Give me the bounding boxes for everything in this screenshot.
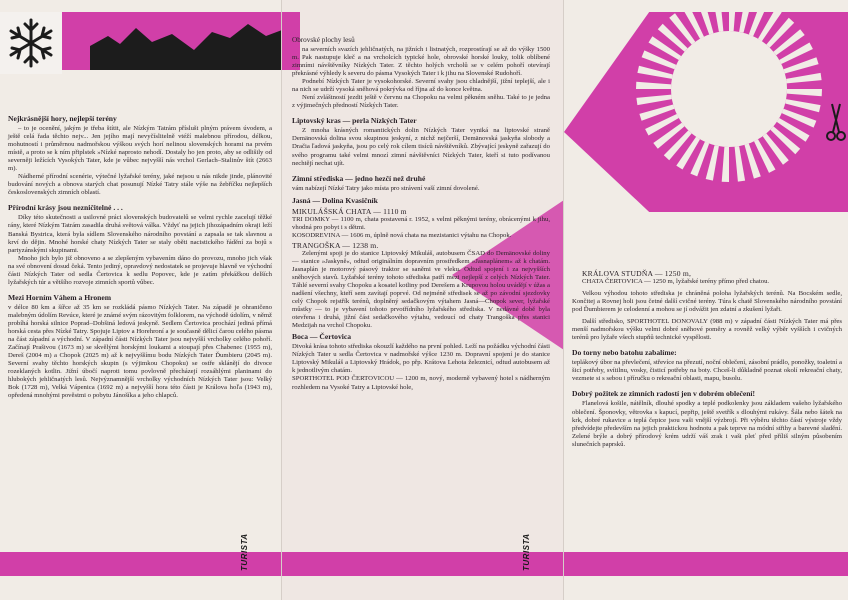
paragraph: Flanelová košile, nátělník, dlouhé spodky a teplé podkolenky jsou základem vašeho lyžařského oblečení. Šponovky, větrovka s kapucí, pepřip, ještě svetřík s dlouhými rukávy. Šála nebo šátek na krk, dobré rukavice a teplá čepice jsou vaši vnější výzbrojí. Při výběru těchto částí výstroje vždy předvídejte především na jejich praktickou hodnotu a pak teprve na módní střihy a barevné sladění. Zelené brýle a dobrý přírodový krém udrží váš zrak i vaši pleť před příliš silným působením slunečních paprsků. [572, 400, 842, 448]
heading-zimni-strediska: Zimní střediska — jedno hezčí než druhé [292, 173, 426, 183]
entry-chata-certovica: CHATA ČERTOVICA — 1250 m, lyžařské terény přímo před chatou. [582, 278, 770, 285]
entry-tri-domky: TRI DOMKY — 1100 m, chata postavená r. 1952, s velmi pěknými terény, obrácenými k jihu, vhodná pro pobyt i s dětmi. [292, 215, 550, 231]
paragraph: Divoká krása tohoto střediska okouzlí každého na první pohled. Leží na požádku východní části Nízkých Tater u sedla Čertovica v nadmořské výšce 1230 m. Dopravní spojení je do stanice Liptovský Mikuláš a Liptovský Hrádok, po přp. Krátova Lehota železnicí, odtud autobusem až k jednotlivým chatám. [292, 343, 550, 375]
sun-ray [637, 66, 672, 79]
panel-right [564, 0, 848, 600]
scissors-icon [826, 102, 846, 144]
sun-ray [729, 0, 736, 31]
paragraph: Není zvláštností jezdit ještě v červnu na Chopoku na velmi pěkném sněhu. Také to je jedna z výjimečných předností Nízkých Tater. [292, 94, 550, 110]
subheading-boca: Boca — Čertovica [292, 332, 352, 342]
sun-ray [739, 0, 752, 33]
mountain-silhouette-icon [90, 16, 282, 70]
sun-ray [636, 82, 671, 89]
heading-mezi-hornim-vahem: Mezi Horním Váhem a Hronem [8, 292, 112, 302]
sun-ray [786, 73, 822, 84]
paragraph: Podnebí Nízkých Tater je vysokohorské. Severní svahy jsou chladnější, jižní teplejší, ale i na nich se udrží vysoká sněhová pokrývka od října až do konce května. [292, 78, 550, 94]
sun-ray [713, 0, 724, 32]
paragraph: – to je ocenění, jakým je třeba štítit, ale Nízkým Tatrám příslušt plným právem úvodem, a ještě celá řada těchto nejv... Jen jejího mají nevyčíslitelně vtéží malebnou přírodou, délkou, mohutností i průměrnou nadmořskou výškou svých horí nelinou slovenských horami na prvém místě, a proto se k ním připlstek »Nízké naprosto nehodí. Dostaly ho jen proto, aby se odlišily od severněji ležících Vysokých Tater, kde je vůbec nejvyšší nás vrchol Gerlach–Stalinův štít (2663 m). [8, 125, 272, 173]
heading-dobry-pozitek: Dobrý požitek ze zimních radostí jen v dobrém oblečení! [572, 389, 756, 399]
sun-ray [722, 147, 729, 182]
snowflake-icon [0, 12, 62, 74]
entry-kosodrevina: KOSODREVINA — 1606 m, úplně nová chata na mezistanici výtahu na Chopok. [292, 231, 512, 239]
sun-ray [706, 145, 719, 180]
paragraph: Zelenými spoji je do stanice Liptovský Mikuláš, autobusem ČSAD do Demänovské doliny — stanice »Jaskyně«, odtud originálním dopravním prostředkem »Jasnaplánem« až k chatám. Jasnaplán je motorový pásový traktor se saněmi ve vleku. Odtud spojení i za nejvyšších sněhových stavů. Lyžařské terény tohoto střediska patří mezi nejlepší z celých Nízkých Tater. Táhlé severní svahy Chopoku a kosatel kotliny pod Derešem a Krupovou holou uvádějí v úžas a nadšení všechny, kteří sem zavítají poprvé. Od nejméně středisek se až po závodní sjezdovky celý Chopok rejstřík terénů, doplněný sedačkovým výtahem Jasná—Chopok sever, lyžařské můstky — to je vybavení tohoto prvotřídního lyžařského střediska. V nedávné době byla otevřena i druhá, jižní část sedačkového výtahu, vedoucí od chaty Trangoška přes stanici Medzijah na vrchol Chopoku. [292, 249, 550, 330]
paragraph: Z mnoha krásných romantických dolin Nízkých Tater vyniká na liptovské straně Demänovská dolina svou skupinou jeskyní, z nichž nejčerší, Demänovská jaskyňa slobody a Dračia ľadová jaskyňa, jsou po celý rok cílem tisíců návštěvníků. Zbývající jeskyně zařazují do svého programu také velmi mnozí zimní návštěvníci Nízkých Tater, kteří si tuto podívanou nechtějí nechat ujít. [292, 127, 550, 167]
paragraph: Díky této skutečnosti a usilovné práci slovenských budovatelů se velmi rychle zacelují těžké rány, které Nízkým Tatrám zasadila druhá světová válka. Vždyť na jejich jihozápadním okraji leží Banská Bystrica, která byla sídlem Slovenského národního povstání a zapsala se tak slavnou a krví do dějin. Mnohé horské chaty Nízkých Tater se staly oběti nacistického řádění za bojů s partyzánskými skupinami. [8, 214, 272, 254]
panel-left [0, 0, 282, 600]
heading-do-torny: Do torny nebo batohu zabalíme: [572, 348, 677, 358]
panel-middle [282, 0, 564, 600]
sun-rays-icon [634, 0, 824, 184]
entry-sporthotel: SPORTHOTEL POD ČERTOVICOU — 1200 m, nový, moderně vybavený hotel s nádherným rozhledem na Vysoké Tatry a Liptovské hole, [292, 375, 550, 391]
entry-trangoska: TRANGOŠKA — 1238 m. [292, 240, 379, 250]
sun-ray [785, 99, 820, 112]
paragraph: teplákový úbor na převlečení, střevíce na přezutí, noční oblečení, zásobní prádlo, ponožky, toaletní a šicí potřeby, svítilnu, vosky, čisticí potřeby na boty. Chceš-li důkladně poznat okolí rekreační chaty, vezmete si s sebou i příručku o rekreační oblasti, mapu, busolu. [572, 359, 842, 383]
entry-kralova-studna: KRÁLOVA STUDŇA — 1250 m, [582, 269, 692, 278]
paragraph: v délce 80 km a šířce až 35 km se rozkládá pásmo Nízkých Tater. Na západě je ohraničeno malebným údolím Revúce, které je známé svým rázovitým folklorem, na východě údolím, v němž probíhá horská silnice Poprad–Dobšiná ledová jeskyně. Sedlem Čertovica prochází jediná přímá horská cesta přes Nízké Tatry. Spojuje Liptov a Horehroní a je současně dělicí čarou celého pásma na část západní a východní. V západní části Nízkých Tater jsou nejvyšší vrcholky celého pohoří. Začínají Prašivou (1673 m) se skvělými horskými loukami a stoupají přes Chabenec (1955 m), Dereš (2004 m) a Chopok (2025 m) až k nejvyššímu bodu Nízkých Tater Ďumbieru (2045 m). Severní svahy těchto horských skupin (s výjimkou Chopoku) se ostře sklánějí do divoce rozeklaných kotlin. Jižní úbočí naproti tomu povlovně přecházejí rozsáhlými planinami do hlubokých jehličnatých lesů. Nejvýznamnější vrcholky východních Nízkých Tater jsou: Velký Bok (1728 m), Velká Vápenica (1692 m) a nejvyšší hora této části je Králova hoľa (1943 m), opředená mnohými pověstmi o pobytu Jánošíka a jeho chlapců. [8, 303, 272, 400]
paragraph: na severních svazích jehličnatých, na jižních i listnatých, rozprostírají se až do výšky 1500 m. Pak nastupuje kleč a na vrcholcích typické hole, obrovské horské louky, tolik oblíbené zimními návštěvníky Nízkých Tater. Z těchto holých vrcholů se v celém pohoří otevírají překrásné výhledy k severu do pásma Vysokých Tater i k jihu na Slovenské Rudohoří. [292, 46, 550, 78]
sun-ray [636, 95, 672, 106]
entry-mikulasska: MIKULÁŠSKÁ CHATA — 1110 m [292, 206, 407, 216]
paragraph: Velkou výhodou tohoto střediska je chráněná poloha lyžařských terénů. Na Bocském sedle, Končitej a Rovnej holi jsou četné další cvičné terény. Túra k chatě Slovenského národního povstání pod Ďumbierem je celodenní a mohou se jí odvážit jen zdatní a zkušení lyžaři. [572, 290, 842, 314]
paragraph: Nádherné přírodní scenérie, výtečné lyžařské terény, jaké nejsou u nás nikde jinde, plánovité budování nových a obnova starých chat posunují Nízké Tatry stále výše na žebříčku nejlepších československých zimních oblastí. [8, 173, 272, 197]
paragraph: Další středisko, SPORTHOTEL DONOVALY (988 m) v západní části Nízkých Tater má přes menší nadmořskou výšku velmi dobré sněhové poměry a rovněž velký výběr vyšších i cvičných terénů pro lyžaře všech stupňů technické vyspělosti. [572, 318, 842, 342]
heading-liptovsky-kras: Liptovský kras — perla Nízkých Tater [292, 116, 417, 126]
heading-nejkrasnejsi: Nejkrásnější hory, nejlepší terény [8, 114, 117, 123]
paragraph: Mnoho jich bylo již obnoveno a se zlepšeným vybavením dáno do provozu, mnoho jich však na své obnovení dosud čeká. Tento jediný, opravdový nedostatek se projevuje hlavně ve východní části Nízkých Tater od sedla Čertovica k sedlu Popovec, kde je zatím překážkou delších lyžařských túr a většího rozvoje zimních sportů vůbec. [8, 254, 272, 286]
heading-obrovske-plochy: Obrovské plochy lesů [292, 36, 355, 44]
sun-ray [735, 146, 746, 182]
paragraph: vám nabízejí Nízké Tatry jako místa pro strávení vaší zimní dovolené. [292, 184, 480, 192]
turista-logo-icon: TURISTA [240, 533, 249, 571]
bottom-band-right [564, 552, 848, 576]
sun-ray [787, 89, 822, 96]
subheading-jasna: Jasná — Dolina Kvasičník [292, 195, 378, 205]
turista-logo-icon: TURISTA [522, 533, 531, 571]
heading-prirodni-krasy: Přírodní krásy jsou nezničitelné . . . [8, 203, 123, 213]
